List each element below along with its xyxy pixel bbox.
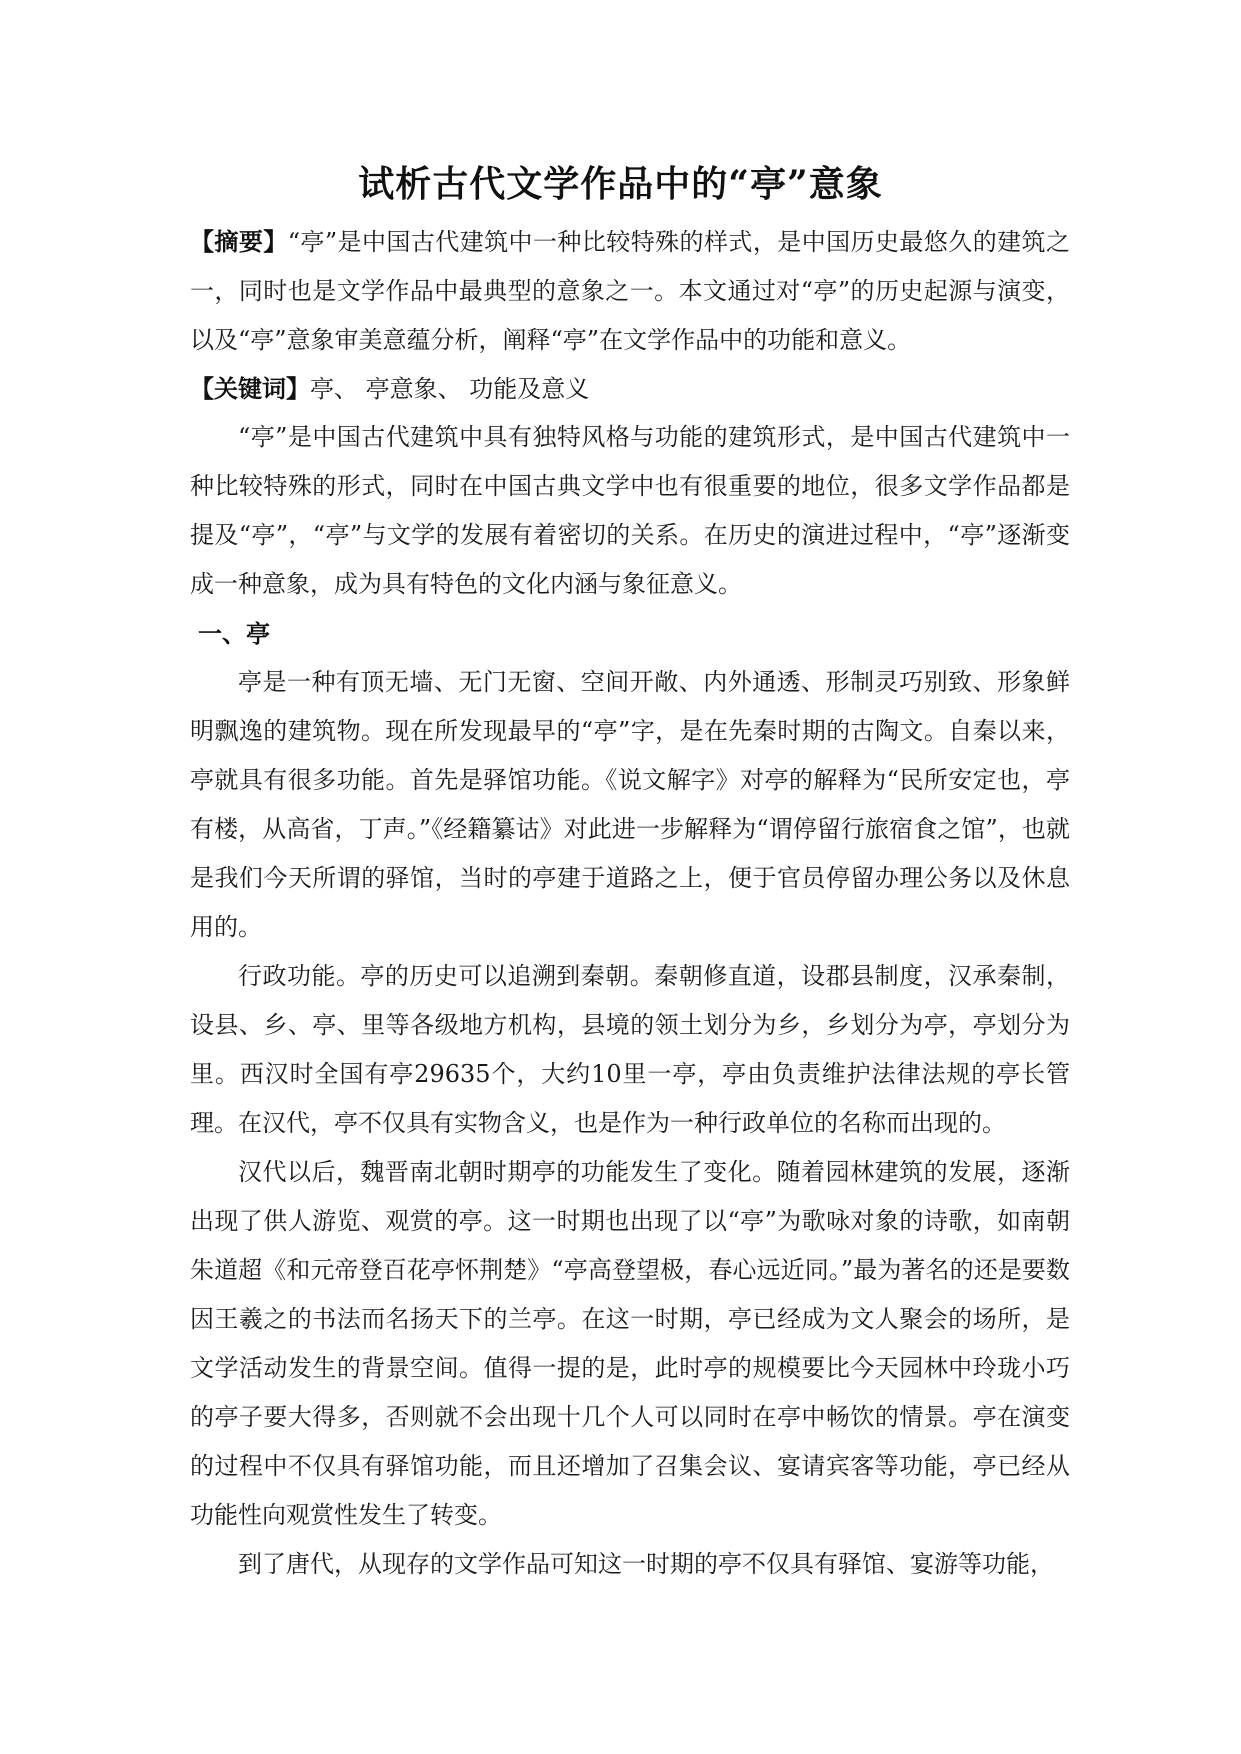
keywords-line [190,364,1070,414]
body-paragraph: 行政功能。亭的历史可以追溯到秦朝。秦朝修直道，设郡县制度，汉承秦制，设县、乡、亭、里等各级地方机构，县境的领土划分为乡，乡划分为亭，亭划分为里。西汉时全国有亭29635个，大约10里一亭，亭由负责维护法律法规的亭长管理。在汉代，亭不仅具有实物含义，也是作为一种行政单位的名称而出现的。 [190,962,1070,1137]
abstract-paragraph [190,217,1070,365]
keywords-text: 亭、 亭意象、 功能及意义 [310,375,590,403]
body-paragraph: 亭是一种有顶无墙、无门无窗、空间开敞、内外通透、形制灵巧别致、形象鲜明飘逸的建筑物。现在所发现最早的“亭”字，是在先秦时期的古陶文。自秦以来，亭就具有很多功能。首先是驿馆功能。《说文解字》对亭的解释为“民所安定也，亭有楼，从高省，丁声。”《经籍纂诂》对此进一步解释为“谓停留行旅宿食之馆”，也就是我们今天所谓的驿馆，当时的亭建于道路之上，便于官员停留办理公务以及休息用的。 [190,668,1070,941]
section-heading: 一、亭 [198,619,270,648]
abstract-label: 【摘要】 [190,227,288,256]
body-paragraph: 到了唐代，从现存的文学作品可知这一时期的亭不仅具有驿馆、宴游等功能， [238,1550,1054,1578]
document-title: 试析古代文学作品中的“亭”意象 [358,163,883,205]
abstract-text: “亭”是中国古代建筑中一种比较特殊的样式，是中国历史最悠久的建筑之一，同时也是文学作品中最典型的意象之一。本文通过对“亭”的历史起源与演变，以及“亭”意象审美意蕴分析，阐释“亭”在文学作品中的功能和意义。 [190,228,1070,354]
keywords-label: 【关键词】 [190,374,310,403]
intro-paragraph: “亭”是中国古代建筑中具有独特风格与功能的建筑形式，是中国古代建筑中一种比较特殊的形式，同时在中国古典文学中也有很重要的地位，很多文学作品都是提及“亭”，“亭”与文学的发展有着密切的关系。在历史的演进过程中，“亭”逐渐变成一种意象，成为具有特色的文化内涵与象征意义。 [190,423,1070,598]
body-paragraph: 汉代以后，魏晋南北朝时期亭的功能发生了变化。随着园林建筑的发展，逐渐出现了供人游览、观赏的亭。这一时期也出现了以“亭”为歌咏对象的诗歌，如南朝朱道超《和元帝登百花亭怀荆楚》“亭高登望极，春心远近同。”最为著名的还是要数因王羲之的书法而名扬天下的兰亭。在这一时期，亭已经成为文人聚会的场所，是文学活动发生的背景空间。值得一提的是，此时亭的规模要比今天园林中玲珑小巧的亭子要大得多，否则就不会出现十几个人可以同时在亭中畅饮的情景。亭在演变的过程中不仅具有驿馆功能，而且还增加了召集会议、宴请宾客等功能，亭已经从功能性向观赏性发生了转变。 [190,1158,1070,1529]
